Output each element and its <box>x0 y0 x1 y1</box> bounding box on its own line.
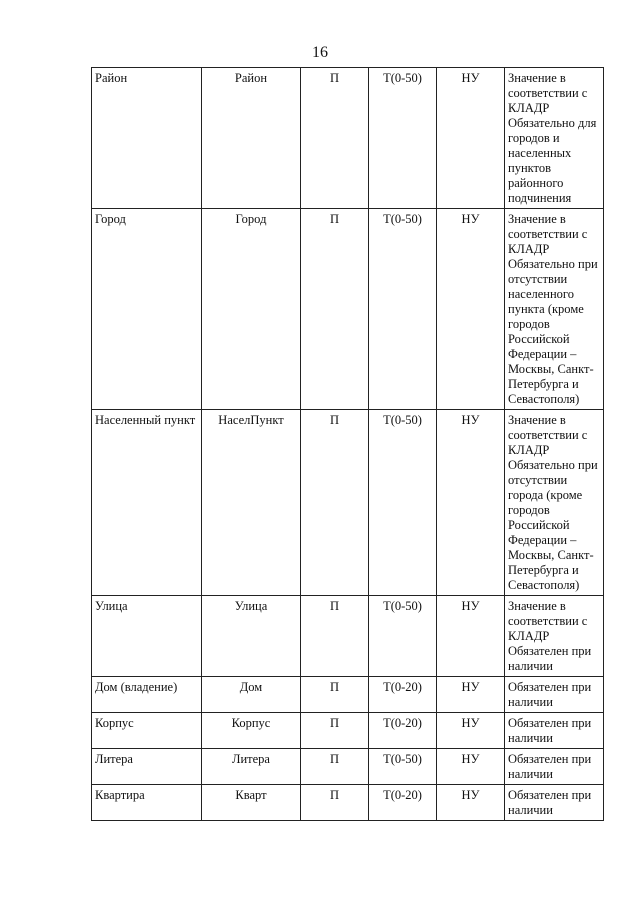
element-tag-cell: Город <box>202 209 301 410</box>
description-cell: Значение в соответствии с КЛАДР Обязателен при наличии <box>505 596 604 677</box>
format-cell: Т(0-50) <box>369 410 437 596</box>
element-tag-cell: НаселПункт <box>202 410 301 596</box>
element-name-cell: Литера <box>92 749 202 785</box>
table-row <box>92 677 604 713</box>
element-tag-cell: Район <box>202 68 301 209</box>
element-name-cell: Квартира <box>92 785 202 821</box>
element-name-cell: Дом (владение) <box>92 677 202 713</box>
requirement-cell: П <box>301 596 369 677</box>
page-number: 16 <box>312 44 328 61</box>
table-row <box>92 785 604 821</box>
format-cell: Т(0-50) <box>369 596 437 677</box>
description-cell: Обязателен при наличии <box>505 713 604 749</box>
requirement-cell: П <box>301 713 369 749</box>
requirement-cell: П <box>301 410 369 596</box>
table-row <box>92 68 604 209</box>
format-cell: Т(0-50) <box>369 749 437 785</box>
element-name-cell: Улица <box>92 596 202 677</box>
description-cell: Значение в соответствии с КЛАДР Обязательно при отсутствии города (кроме городов Российской Федерации – Москвы, Санкт- Петербурга и Севастополя) <box>505 410 604 596</box>
multiplicity-cell: НУ <box>437 209 505 410</box>
table-row <box>92 410 604 596</box>
requirement-cell: П <box>301 677 369 713</box>
multiplicity-cell: НУ <box>437 749 505 785</box>
multiplicity-cell: НУ <box>437 713 505 749</box>
multiplicity-cell: НУ <box>437 596 505 677</box>
element-tag-cell: Кварт <box>202 785 301 821</box>
requirement-cell: П <box>301 209 369 410</box>
table-row <box>92 209 604 410</box>
multiplicity-cell: НУ <box>437 410 505 596</box>
description-cell: Значение в соответствии с КЛАДР Обязательно при отсутствии населенного пункта (кроме городов Российской Федерации – Москвы, Санкт- Петербурга и Севастополя) <box>505 209 604 410</box>
description-cell: Обязателен при наличии <box>505 677 604 713</box>
format-cell: Т(0-20) <box>369 785 437 821</box>
element-tag-cell: Корпус <box>202 713 301 749</box>
format-cell: Т(0-50) <box>369 209 437 410</box>
requirement-cell: П <box>301 749 369 785</box>
element-name-cell: Город <box>92 209 202 410</box>
table-row <box>92 749 604 785</box>
description-cell: Обязателен при наличии <box>505 785 604 821</box>
element-name-cell: Корпус <box>92 713 202 749</box>
element-name-cell: Населенный пункт <box>92 410 202 596</box>
format-cell: Т(0-50) <box>369 68 437 209</box>
format-cell: Т(0-20) <box>369 713 437 749</box>
table-row <box>92 713 604 749</box>
multiplicity-cell: НУ <box>437 677 505 713</box>
element-tag-cell: Литера <box>202 749 301 785</box>
description-cell: Значение в соответствии с КЛАДР Обязательно для городов и населенных пунктов районного подчинения <box>505 68 604 209</box>
element-name-cell: Район <box>92 68 202 209</box>
multiplicity-cell: НУ <box>437 785 505 821</box>
requirement-cell: П <box>301 785 369 821</box>
requirement-cell: П <box>301 68 369 209</box>
description-cell: Обязателен при наличии <box>505 749 604 785</box>
element-tag-cell: Дом <box>202 677 301 713</box>
format-cell: Т(0-20) <box>369 677 437 713</box>
element-tag-cell: Улица <box>202 596 301 677</box>
multiplicity-cell: НУ <box>437 68 505 209</box>
element-table <box>91 67 604 821</box>
table-row <box>92 596 604 677</box>
